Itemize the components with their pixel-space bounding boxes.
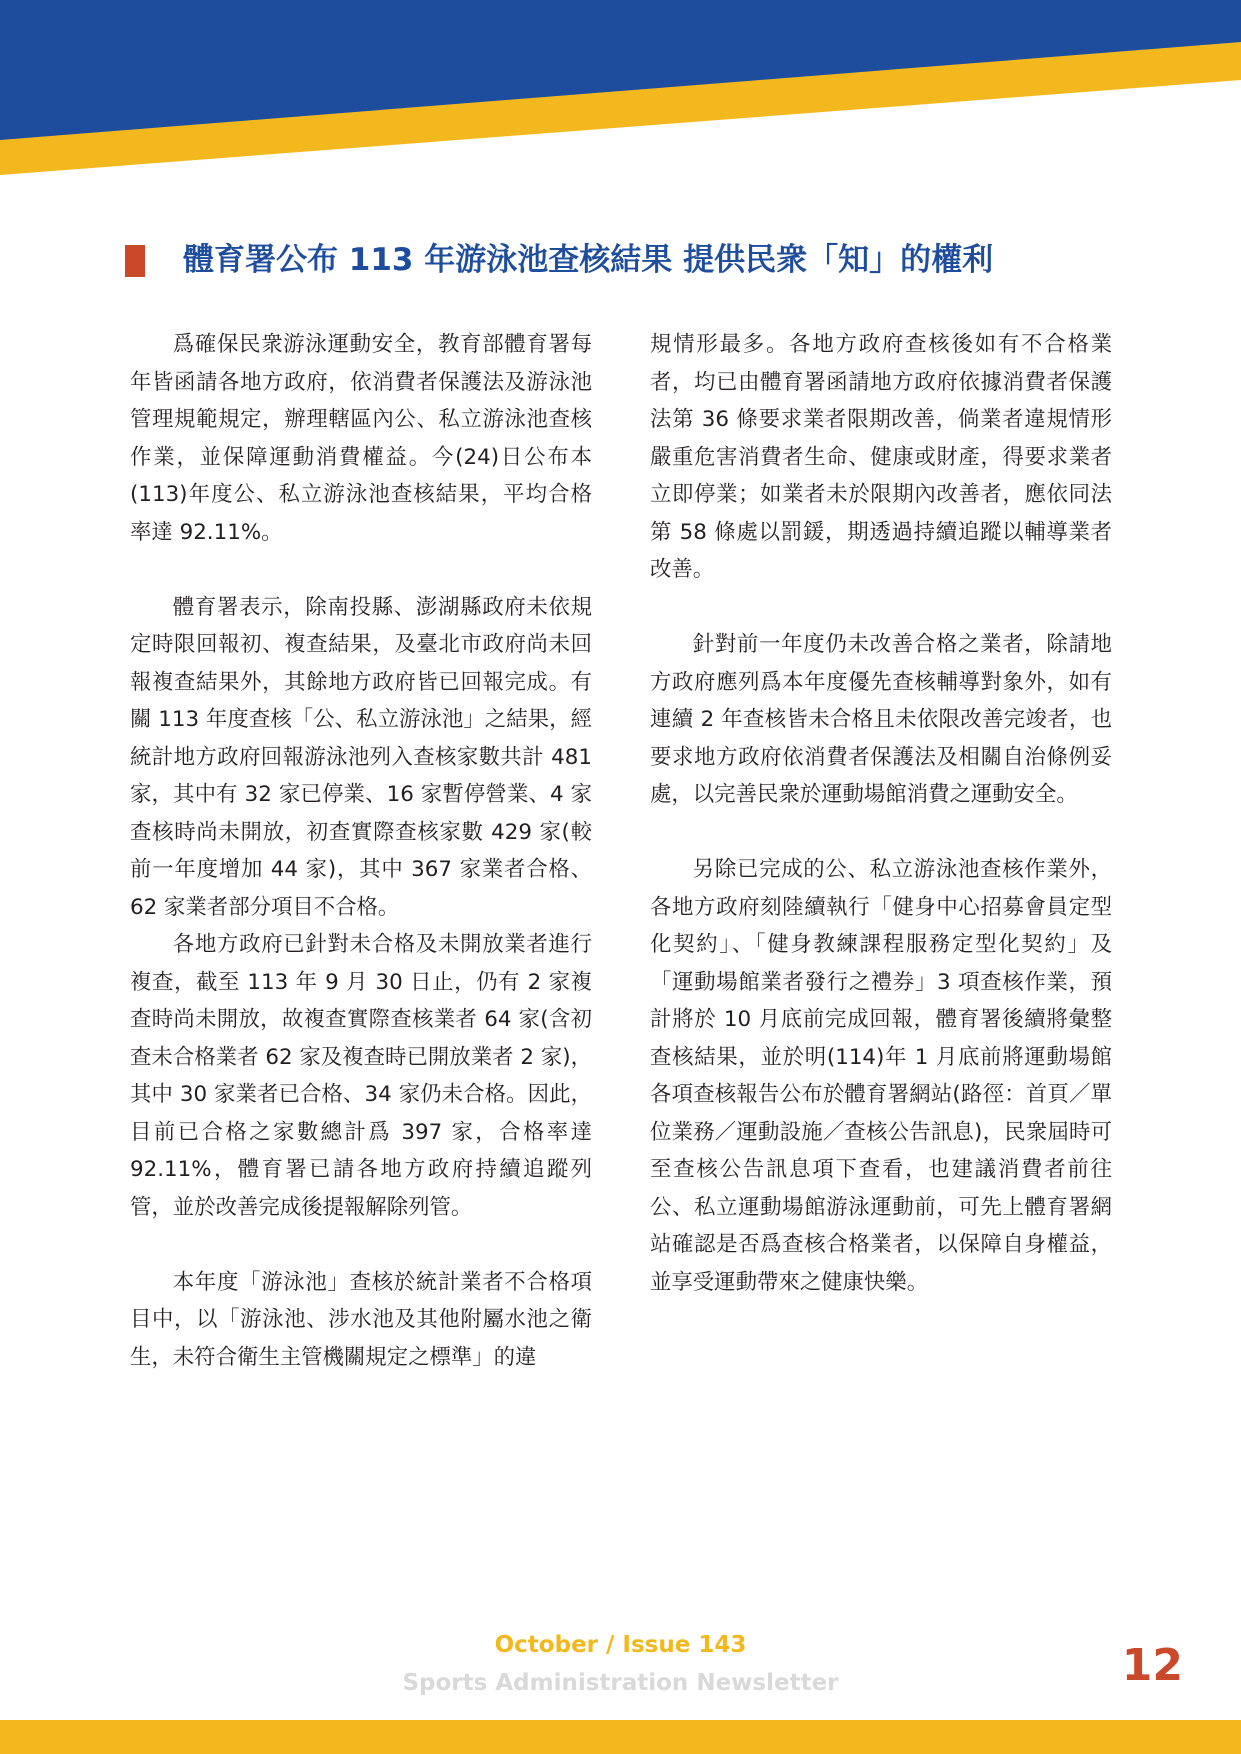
paragraph: 各地方政府已針對未合格及未開放業者進行複查，截至 113 年 9 月 30 日止，仍有 2 家複查時尚未開放，故複查實際查核業者 64 家(含初查未合格業者 62 家及複查時已開放業者 2 家)，其中 30 家業者已合格、34 家仍未合格。因此，目前已合格之家數總計爲 397 家，合格率達 92.11%，體育署已請各地方政府持續追蹤列管，並於改善完成後提報解除列管。 — [130, 932, 592, 1220]
paragraph: 爲確保民衆游泳運動安全，教育部體育署每年皆函請各地方政府，依消費者保護法及游泳池管理規範規定，辦理轄區內公、私立游泳池查核作業，並保障運動消費權益。今(24)日公布本(113)年度公、私立游泳池查核結果，平均合格率達 92.11%。 — [130, 332, 592, 545]
header-banner — [0, 0, 1241, 190]
issue-label: October / Issue 143 — [494, 1632, 747, 1658]
article-column-right — [650, 326, 1112, 1301]
paragraph: 另除已完成的公、私立游泳池查核作業外，各地方政府刻陸續執行「健身中心招募會員定型化契約」、「健身教練課程服務定型化契約」及「運動場館業者發行之禮券」3 項查核作業，預計將於 10 月底前完成回報，體育署後續將彙整查核結果，並於明(114)年 1 月底前將運動場館各項查核報告公布於體育署網站(路徑：首頁／單位業務／運動設施／查核公告訊息)，民衆屆時可至查核公告訊息項下查看，也建議消費者前往公、私立運動場館游泳運動前，可先上體育署網站確認是否爲查核合格業者，以保障自身權益，並享受運動帶來之健康快樂。 — [650, 857, 1112, 1295]
paragraph: 針對前一年度仍未改善合格之業者，除請地方政府應列爲本年度優先查核輔導對象外，如有連續 2 年查核皆未合格且未依限改善完竣者，也要求地方政府依消費者保護法及相關自治條例妥處，以完善民衆於運動場館消費之運動安全。 — [650, 632, 1112, 807]
publication-name: Sports Administration Newsletter — [402, 1670, 839, 1696]
paragraph: 本年度「游泳池」查核於統計業者不合格項目中，以「游泳池、涉水池及其他附屬水池之衛生，未符合衛生主管機關規定之標準」的違 — [130, 1269, 592, 1370]
footer-yellow-band — [0, 1720, 1241, 1754]
paragraph: 規情形最多。各地方政府查核後如有不合格業者，均已由體育署函請地方政府依據消費者保護法第 36 條要求業者限期改善，倘業者違規情形嚴重危害消費者生命、健康或財產，得要求業者立即停業；如業者未於限期內改善者，應依同法第 58 條處以罰鍰，期透過持續追蹤以輔導業者改善。 — [650, 332, 1112, 582]
title-marker — [125, 245, 145, 277]
paragraph: 體育署表示，除南投縣、澎湖縣政府未依規定時限回報初、複查結果，及臺北市政府尚未回報複查結果外，其餘地方政府皆已回報完成。有關 113 年度查核「公、私立游泳池」之結果，經統計地方政府回報游泳池列入查核家數共計 481 家，其中有 32 家已停業、16 家暫停營業、4 家查核時尚未開放，初查實際查核家數 429 家(較前一年度增加 44 家)，其中 367 家業者合格、62 家業者部分項目不合格。 — [130, 594, 592, 920]
page-number: 12 — [1121, 1640, 1183, 1691]
article-title: 體育署公布 113 年游泳池查核結果 提供民衆「知」的權利 — [183, 242, 994, 278]
article-column-left — [130, 326, 592, 1376]
